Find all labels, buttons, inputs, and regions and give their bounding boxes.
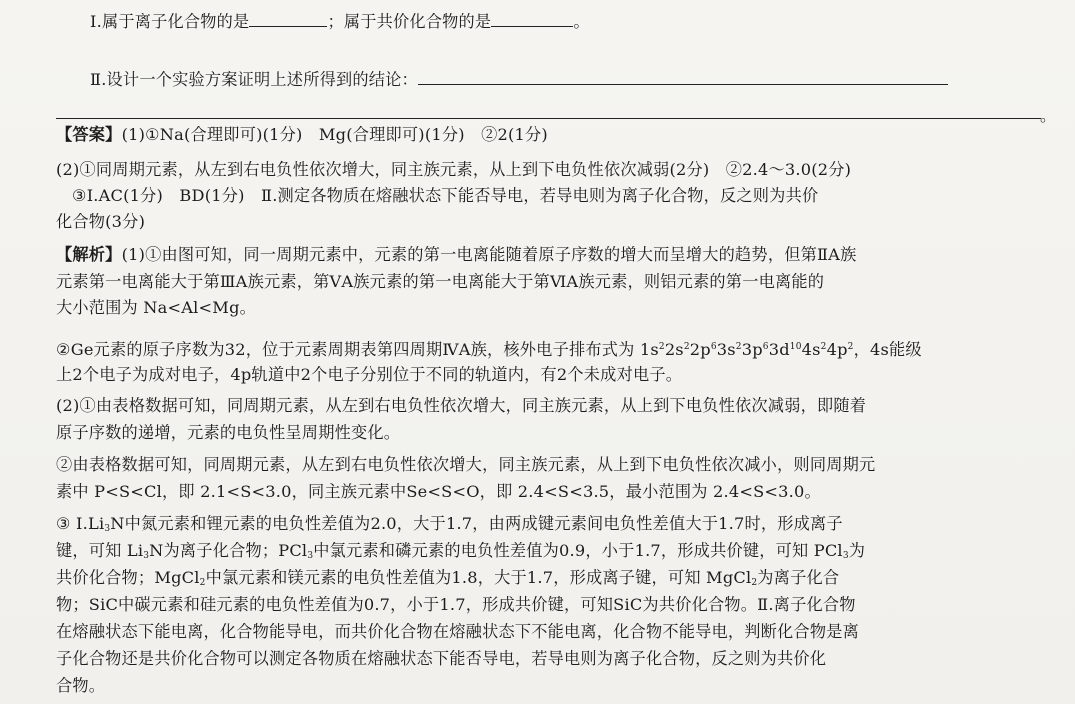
answer-line-1 — [56, 121, 1045, 148]
analysis-line-9 — [56, 478, 1045, 505]
orbital-electron-count: 2 — [735, 342, 742, 352]
analysis-line-14 — [56, 618, 1045, 645]
orbital-term: 3p — [741, 340, 763, 359]
orbital-electron-count: 2 — [683, 342, 690, 352]
answer-text-1: (1)①Na(合理即可)(1分) Mg(合理即可)(1分) ②2(1分) — [121, 125, 548, 144]
subscript-3: 3 — [104, 524, 111, 534]
orbital-term: 3s — [716, 340, 736, 359]
analysis-line-8 — [56, 451, 1045, 478]
analysis-p1b: 元素第一电离能大于第ⅢA族元素，第ⅤA族元素的第一电离能大于第ⅥA族元素，则铝元素的第一电离能的 — [56, 272, 825, 291]
analysis-line-7 — [56, 419, 1045, 446]
analysis-p1a: (1)①由图可知，同一周期元素中，元素的第一电离能随着原子序数的增大而呈增大的趋势，但第ⅡA族 — [121, 245, 857, 264]
orbital-electron-count: 2 — [847, 342, 854, 352]
electron-configuration — [640, 340, 854, 359]
question-end-mark: 。 — [1040, 106, 1057, 125]
analysis-p2b: 上2个电子为成对电子，4p轨道中2个电子分别位于不同的轨道内，有2个未成对电子。 — [56, 365, 683, 384]
orbital-term: 2s — [664, 340, 684, 359]
analysis-p5a-2: N中氮元素和锂元素的电负性差值为2.0，大于1.7，由两成键元素间电负性差值大于1.7时，形成离子 — [110, 514, 843, 533]
analysis-p2a-post: ，4s能级 — [853, 340, 922, 359]
analysis-p5c-1: 共价化合物；MgCl — [56, 568, 200, 587]
answer-line-3 — [72, 182, 1045, 209]
question-ii-text: Ⅱ.设计一个实验方案证明上述所得到的结论： — [90, 70, 418, 89]
answer-label: 【答案】 — [56, 125, 122, 144]
answer-blank-experiment — [418, 70, 948, 85]
answer-blank-covalent — [491, 12, 573, 27]
analysis-p5g: 合物。 — [56, 676, 106, 695]
orbital-electron-count: 10 — [789, 342, 802, 352]
orbital-electron-count: 6 — [710, 342, 717, 352]
analysis-line-1 — [56, 241, 1045, 268]
subscript-3: 3 — [307, 551, 314, 561]
analysis-line-5 — [56, 361, 1045, 388]
analysis-p3a: (2)①由表格数据可知，同周期元素，从左到右电负性依次增大，同主族元素，从上到下电负性依次减弱，即随着 — [56, 396, 867, 415]
analysis-line-15 — [56, 645, 1045, 672]
orbital-electron-count: 2 — [820, 342, 827, 352]
question-part-i — [90, 8, 1045, 35]
answer-rule-line — [56, 118, 1041, 119]
analysis-line-6 — [56, 392, 1045, 419]
orbital-electron-count: 6 — [762, 342, 769, 352]
analysis-p3b: 原子序数的递增，元素的电负性呈周期性变化。 — [56, 423, 401, 442]
subscript-2: 2 — [751, 578, 758, 588]
orbital-electron-count: 2 — [658, 342, 665, 352]
analysis-p4a: ②由表格数据可知，同周期元素，从左到右电负性依次增大，同主族元素，从上到下电负性依次减小，则同周期元 — [56, 455, 876, 474]
question-i-mid: ；属于共价化合物的是 — [327, 12, 492, 31]
answer-line-2 — [56, 156, 1045, 183]
orbital-term: 4s — [801, 340, 821, 359]
question-part-ii — [90, 66, 1045, 93]
answer-text-3: ③Ⅰ.AC(1分) BD(1分) Ⅱ.测定各物质在熔融状态下能否导电，若导电则为离子化合物，反之则为共价 — [72, 186, 819, 205]
subscript-3: 3 — [143, 551, 150, 561]
subscript-3: 3 — [842, 551, 849, 561]
analysis-line-16 — [56, 672, 1045, 699]
analysis-line-3 — [56, 294, 1045, 321]
analysis-p5b-3: 中氯元素和磷元素的电负性差值为0.9，小于1.7，形成共价键，可知 PCl — [313, 541, 843, 560]
analysis-p5a-1: ③ Ⅰ.Li — [56, 514, 105, 533]
analysis-p5b-1: 键，可知 Li — [56, 541, 144, 560]
analysis-label: 【解析】 — [56, 245, 122, 264]
analysis-p5b-4: 为 — [848, 541, 866, 560]
orbital-term: 4p — [826, 340, 848, 359]
subscript-2: 2 — [199, 578, 206, 588]
analysis-p5e: 在熔融状态下能电离，化合物能导电，而共价化合物在熔融状态下不能电离，化合物不能导电，判断化合物是离 — [56, 622, 859, 641]
analysis-p5f: 子化合物还是共价化合物可以测定各物质在熔融状态下能否导电，若导电则为离子化合物，反之则为共价化 — [56, 649, 827, 668]
analysis-p4b: 素中 P<S<Cl，即 2.1<S<3.0，同主族元素中Se<S<O，即 2.4<S<3.5，最小范围为 2.4<S<3.0。 — [56, 482, 821, 501]
orbital-term: 2p — [689, 340, 711, 359]
answer-line-4 — [56, 208, 1045, 235]
analysis-line-13 — [56, 591, 1045, 618]
orbital-term: 1s — [639, 340, 659, 359]
question-i-text: Ⅰ.属于离子化合物的是 — [90, 12, 250, 31]
analysis-p1c: 大小范围为 Na<Al<Mg。 — [56, 298, 257, 317]
analysis-p2a-pre: ②Ge元素的原子序数为32，位于元素周期表第四周期ⅣA族，核外电子排布式为 — [56, 340, 640, 359]
analysis-p5b-2: N为离子化合物；PCl — [149, 541, 308, 560]
analysis-line-2 — [56, 268, 1045, 295]
answer-blank-ionic — [249, 12, 327, 27]
analysis-line-4 — [56, 334, 1045, 363]
answer-text-2: (2)①同周期元素，从左到右电负性依次增大，同主族元素，从上到下电负性依次减弱(2分) ②2.4～3.0(2分) — [56, 160, 852, 179]
analysis-p5c-2: 中氯元素和镁元素的电负性差值为1.8，大于1.7，形成离子键，可知 MgCl — [205, 568, 752, 587]
analysis-p5d: 物；SiC中碳元素和硅元素的电负性差值为0.7，小于1.7，形成共价键，可知SiC为共价化合物。Ⅱ.离子化合物 — [56, 595, 856, 614]
orbital-term: 3d — [768, 340, 790, 359]
question-i-end: 。 — [573, 12, 590, 31]
answer-text-4: 化合物(3分) — [56, 212, 146, 231]
analysis-p5c-3: 为离子化合 — [757, 568, 840, 587]
